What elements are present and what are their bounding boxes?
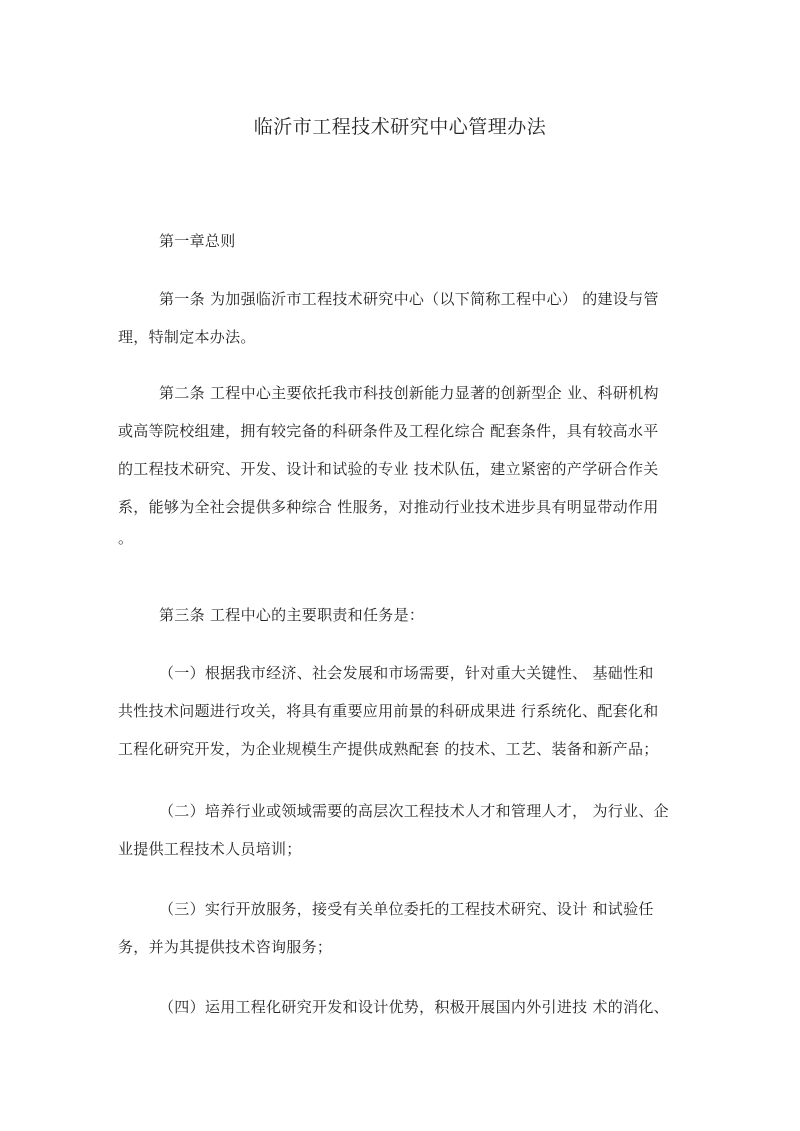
text-line: 或高等院校组建，拥有较完备的科研条件及工程化综合 配套条件，具有较高水平 <box>118 422 659 440</box>
text-line: 第一章总则 <box>159 232 236 250</box>
item-2-paragraph <box>118 792 686 868</box>
text-line: 共性技术问题进行攻关，将具有重要应用前景的科研成果进 行系统化、配套化和 <box>118 702 659 720</box>
item-1-paragraph <box>118 654 686 768</box>
text-line: 工程化研究开发，为企业规模生产提供成熟配套 的技术、工艺、装备和新产品； <box>118 740 659 758</box>
text-line: 。 <box>118 529 134 547</box>
text-line: （一）根据我市经济、社会发展和市场需要，针对重大关键性、 基础性和 <box>159 664 654 682</box>
text-line: 第三条 工程中心的主要职责和任务是： <box>159 606 425 624</box>
article-3-paragraph <box>118 596 686 634</box>
text-line: （三）实行开放服务，接受有关单位委托的工程技术研究、设计 和试验任 <box>159 900 654 918</box>
chapter-heading <box>118 222 686 260</box>
text-line: 第二条 工程中心主要依托我市科技创新能力显著的创新型企 业、科研机构 <box>159 384 659 402</box>
item-3-paragraph <box>118 890 686 966</box>
article-1-paragraph <box>118 280 686 356</box>
text-line: 第一条 为加强临沂市工程技术研究中心（以下简称工程中心） 的建设与管 <box>159 290 659 308</box>
item-4-paragraph <box>118 988 686 1026</box>
text-line: 理，特制定本办法。 <box>118 328 256 346</box>
text-line: 业提供工程技术人员培训； <box>118 840 302 858</box>
text-line: （四）运用工程化研究开发和设计优势，积极开展国内外引进技 术的消化、 <box>159 998 669 1016</box>
document-title: 临沂市工程技术研究中心管理办法 <box>253 116 547 138</box>
article-2-paragraph <box>118 374 686 550</box>
text-line: 的工程技术研究、开发、设计和试验的专业 技术队伍，建立紧密的产学研合作关 <box>118 460 659 478</box>
text-line: 务，并为其提供技术咨询服务； <box>118 938 333 956</box>
text-line: （二）培养行业或领域需要的高层次工程技术人才和管理人才， 为行业、企 <box>159 802 669 820</box>
text-line: 系，能够为全社会提供多种综合 性服务，对推动行业技术进步具有明显带动作用 <box>118 498 659 516</box>
